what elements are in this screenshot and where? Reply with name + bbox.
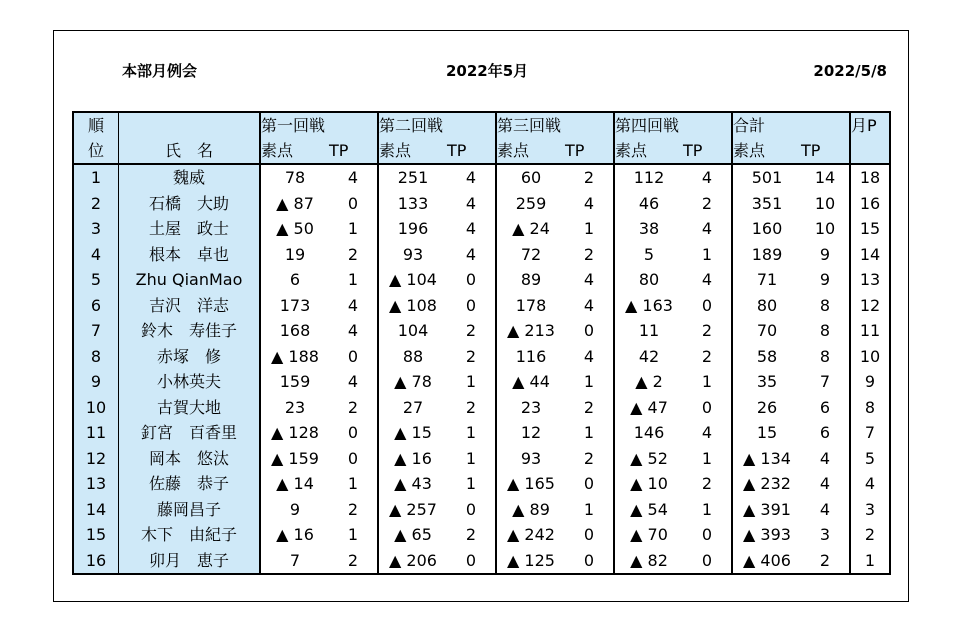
round-1-tp-cell: 1 (347, 474, 359, 493)
name-header: 氏 名 (119, 138, 261, 164)
player-name-cell: 吉沢 洋志 (119, 293, 261, 319)
round-2-tp-cell: 2 (465, 525, 477, 544)
round-4-points-cell: 46 (614, 191, 683, 217)
total-points-cell: ▲ 134 (732, 446, 801, 472)
total-points-cell: ▲ 391 (732, 497, 801, 523)
total-tp-cell: 8 (819, 295, 831, 315)
month-p-cell: 12 (850, 293, 890, 319)
round-3-tp-cell: 4 (583, 193, 595, 213)
round-2-tp-cell: 0 (465, 270, 477, 289)
points-header: 素点 (260, 138, 329, 164)
table-row (73, 548, 890, 575)
total-tp-cell: 9 (819, 244, 831, 264)
player-name-cell: 土屋 政士 (119, 216, 261, 242)
round-3-tp-cell: 0 (583, 525, 595, 544)
round-2-tp-cell: 4 (465, 219, 477, 238)
round-3-points-cell: ▲ 213 (496, 318, 565, 344)
round-2-points-cell: 104 (378, 318, 447, 344)
points-header: 素点 (378, 138, 447, 164)
round-2-points-cell: 88 (378, 344, 447, 370)
round-2-points-cell: ▲ 78 (378, 369, 447, 395)
round-1-points-cell: 9 (260, 497, 329, 523)
round-3-tp-cell: 2 (583, 397, 595, 417)
round-1-tp-cell: 2 (347, 244, 359, 264)
round-2-points-cell: 27 (378, 395, 447, 421)
rank-cell: 9 (73, 369, 119, 395)
total-tp-cell: 2 (819, 550, 831, 570)
round-4-points-cell: 80 (614, 267, 683, 293)
round-4-tp-cell: 1 (701, 448, 713, 468)
total-points-cell: 189 (732, 242, 801, 268)
player-name-cell: 小林英夫 (119, 369, 261, 395)
round-1-tp-cell: 2 (347, 397, 359, 417)
rank-header-bottom: 位 (73, 138, 119, 164)
round-4-points-cell: ▲ 10 (614, 471, 683, 497)
month-p-cell: 7 (850, 420, 890, 446)
round-2-tp-cell: 0 (465, 499, 477, 519)
rank-cell: 7 (73, 318, 119, 344)
total-tp-cell: 4 (819, 448, 831, 468)
date-label: 2022/5/8 (813, 62, 887, 80)
points-header: 素点 (732, 138, 801, 164)
round-1-points-cell: ▲ 188 (260, 344, 329, 370)
total-header: 合計 (732, 112, 850, 138)
round-4-tp-cell: 4 (701, 423, 713, 442)
player-name-cell: 藤岡昌子 (119, 497, 261, 523)
table-row (73, 216, 890, 242)
total-points-cell: 58 (732, 344, 801, 370)
round-3-tp-cell: 0 (583, 474, 595, 493)
tp-header: TP (565, 138, 614, 164)
round-2-points-cell: 133 (378, 191, 447, 217)
month-p-cell: 18 (850, 164, 890, 191)
round-4-tp-cell: 4 (701, 168, 713, 187)
round-2-tp-cell: 4 (465, 193, 477, 213)
total-points-cell: 80 (732, 293, 801, 319)
round-3-points-cell: 93 (496, 446, 565, 472)
round-4-tp-cell: 0 (701, 295, 713, 315)
rank-cell: 11 (73, 420, 119, 446)
round-1-points-cell: 168 (260, 318, 329, 344)
total-points-cell: ▲ 232 (732, 471, 801, 497)
tp-header: TP (801, 138, 850, 164)
total-tp-cell: 10 (814, 193, 836, 213)
round-2-tp-cell: 2 (465, 346, 477, 366)
round-4-points-cell: 146 (614, 420, 683, 446)
round-1-tp-cell: 4 (347, 321, 359, 340)
player-name-cell: 佐藤 恭子 (119, 471, 261, 497)
tp-header: TP (683, 138, 732, 164)
total-tp-cell: 4 (819, 499, 831, 519)
round-3-points-cell: ▲ 24 (496, 216, 565, 242)
round-2-tp-cell: 0 (465, 295, 477, 315)
round-1-tp-cell: 0 (347, 346, 359, 366)
round-3-points-cell: ▲ 165 (496, 471, 565, 497)
round-1-tp-cell: 1 (347, 219, 359, 238)
tp-header: TP (447, 138, 496, 164)
table-row (73, 344, 890, 370)
round-3-points-cell: ▲ 44 (496, 369, 565, 395)
month-p-cell: 14 (850, 242, 890, 268)
round-3-points-cell: 23 (496, 395, 565, 421)
rank-cell: 6 (73, 293, 119, 319)
round-1-points-cell: 173 (260, 293, 329, 319)
round-2-points-cell: ▲ 108 (378, 293, 447, 319)
round-3-tp-cell: 2 (583, 448, 595, 468)
round-2-points-cell: ▲ 206 (378, 548, 447, 575)
table-header (73, 112, 890, 164)
round-2-points-cell: ▲ 104 (378, 267, 447, 293)
round-2-points-cell: ▲ 43 (378, 471, 447, 497)
round-2-points-cell: ▲ 257 (378, 497, 447, 523)
rank-cell: 14 (73, 497, 119, 523)
round-4-tp-cell: 2 (701, 321, 713, 340)
table-row (73, 369, 890, 395)
rank-cell: 13 (73, 471, 119, 497)
round-1-tp-cell: 2 (347, 550, 359, 570)
month-p-cell: 16 (850, 191, 890, 217)
player-name-cell: 石橋 大助 (119, 191, 261, 217)
player-name-cell: 卯月 恵子 (119, 548, 261, 575)
rank-cell: 16 (73, 548, 119, 575)
header-row-top (73, 112, 890, 138)
round-4-points-cell: 11 (614, 318, 683, 344)
round-2-points-cell: ▲ 15 (378, 420, 447, 446)
round-2-tp-cell: 4 (465, 244, 477, 264)
total-points-cell: ▲ 393 (732, 522, 801, 548)
round-4-points-cell: 42 (614, 344, 683, 370)
rank-cell: 3 (73, 216, 119, 242)
table-row (73, 446, 890, 472)
name-header-top (119, 112, 261, 138)
total-tp-cell: 6 (819, 397, 831, 417)
round-3-points-cell: 178 (496, 293, 565, 319)
month-label: 2022年5月 (446, 62, 529, 80)
table-row (73, 471, 890, 497)
table-row (73, 420, 890, 446)
player-name-cell: 赤塚 修 (119, 344, 261, 370)
round-1-points-cell: ▲ 128 (260, 420, 329, 446)
round-1-points-cell: 7 (260, 548, 329, 575)
round-4-tp-cell: 1 (701, 499, 713, 519)
month-p-cell: 2 (850, 522, 890, 548)
total-points-cell: 26 (732, 395, 801, 421)
round-1-tp-cell: 1 (347, 525, 359, 544)
player-name-cell: Zhu QianMao (119, 267, 261, 293)
total-tp-cell: 10 (814, 219, 836, 238)
round-2-tp-cell: 2 (465, 397, 477, 417)
total-tp-cell: 8 (819, 346, 831, 366)
table-row (73, 164, 890, 191)
month-p-cell: 5 (850, 446, 890, 472)
round-2-tp-cell: 1 (465, 474, 477, 493)
total-tp-cell: 14 (814, 168, 836, 187)
month-p-cell: 9 (850, 369, 890, 395)
round-4-tp-cell: 2 (701, 346, 713, 366)
table-row (73, 497, 890, 523)
round-3-header: 第三回戦 (496, 112, 614, 138)
round-3-tp-cell: 1 (583, 499, 595, 519)
month-p-cell: 8 (850, 395, 890, 421)
round-3-tp-cell: 2 (583, 168, 595, 187)
round-2-tp-cell: 4 (465, 168, 477, 187)
month-p-cell: 3 (850, 497, 890, 523)
month-p-header: 月P (850, 112, 890, 138)
rank-cell: 4 (73, 242, 119, 268)
round-4-points-cell: ▲ 52 (614, 446, 683, 472)
round-4-points-cell: 38 (614, 216, 683, 242)
rank-cell: 8 (73, 344, 119, 370)
round-1-tp-cell: 0 (347, 193, 359, 213)
player-name-cell: 岡本 悠汰 (119, 446, 261, 472)
player-name-cell: 釘宮 百香里 (119, 420, 261, 446)
round-4-tp-cell: 0 (701, 550, 713, 570)
month-p-cell: 4 (850, 471, 890, 497)
round-1-tp-cell: 1 (347, 270, 359, 289)
round-1-points-cell: 78 (260, 164, 329, 191)
round-2-points-cell: 93 (378, 242, 447, 268)
round-3-points-cell: 116 (496, 344, 565, 370)
round-1-points-cell: ▲ 159 (260, 446, 329, 472)
round-1-tp-cell: 4 (347, 372, 359, 391)
round-1-points-cell: ▲ 87 (260, 191, 329, 217)
round-1-points-cell: 23 (260, 395, 329, 421)
round-1-points-cell: ▲ 14 (260, 471, 329, 497)
event-title: 本部月例会 (122, 62, 198, 80)
round-4-points-cell: 5 (614, 242, 683, 268)
round-4-points-cell: ▲ 54 (614, 497, 683, 523)
round-2-tp-cell: 1 (465, 448, 477, 468)
player-name-cell: 鈴木 寿佳子 (119, 318, 261, 344)
player-name-cell: 木下 由紀子 (119, 522, 261, 548)
total-tp-cell: 7 (819, 372, 831, 391)
round-1-tp-cell: 4 (347, 168, 359, 187)
round-1-points-cell: ▲ 50 (260, 216, 329, 242)
round-2-points-cell: ▲ 16 (378, 446, 447, 472)
round-4-tp-cell: 1 (701, 372, 713, 391)
total-points-cell: 351 (732, 191, 801, 217)
round-2-tp-cell: 0 (465, 550, 477, 570)
month-p-cell: 13 (850, 267, 890, 293)
round-4-tp-cell: 4 (701, 270, 713, 289)
month-p-cell: 15 (850, 216, 890, 242)
round-2-tp-cell: 1 (465, 423, 477, 442)
round-1-points-cell: 159 (260, 369, 329, 395)
round-1-points-cell: 19 (260, 242, 329, 268)
rank-cell: 2 (73, 191, 119, 217)
tp-header: TP (329, 138, 378, 164)
round-4-tp-cell: 2 (701, 193, 713, 213)
table-row (73, 318, 890, 344)
round-4-tp-cell: 0 (701, 525, 713, 544)
total-tp-cell: 6 (819, 423, 831, 442)
table-row (73, 242, 890, 268)
round-4-header: 第四回戦 (614, 112, 732, 138)
total-tp-cell: 4 (819, 474, 831, 493)
round-3-tp-cell: 0 (583, 550, 595, 570)
round-2-points-cell: 196 (378, 216, 447, 242)
rank-cell: 5 (73, 267, 119, 293)
round-3-tp-cell: 2 (583, 244, 595, 264)
round-1-tp-cell: 0 (347, 423, 359, 442)
table-row (73, 522, 890, 548)
total-points-cell: ▲ 406 (732, 548, 801, 575)
month-p-cell: 11 (850, 318, 890, 344)
round-3-points-cell: ▲ 125 (496, 548, 565, 575)
table-row (73, 395, 890, 421)
round-3-points-cell: ▲ 89 (496, 497, 565, 523)
round-3-points-cell: 72 (496, 242, 565, 268)
round-1-points-cell: 6 (260, 267, 329, 293)
results-table (72, 111, 891, 575)
total-points-cell: 70 (732, 318, 801, 344)
round-1-tp-cell: 0 (347, 448, 359, 468)
total-points-cell: 160 (732, 216, 801, 242)
points-header: 素点 (496, 138, 565, 164)
rank-cell: 10 (73, 395, 119, 421)
total-points-cell: 35 (732, 369, 801, 395)
total-points-cell: 71 (732, 267, 801, 293)
round-4-points-cell: ▲ 2 (614, 369, 683, 395)
round-3-tp-cell: 1 (583, 372, 595, 391)
round-3-points-cell: 89 (496, 267, 565, 293)
points-header: 素点 (614, 138, 683, 164)
month-p-cell: 10 (850, 344, 890, 370)
round-2-header: 第二回戦 (378, 112, 496, 138)
month-p-header-bottom (850, 138, 890, 164)
round-3-points-cell: 259 (496, 191, 565, 217)
total-points-cell: 15 (732, 420, 801, 446)
round-3-tp-cell: 4 (583, 346, 595, 366)
player-name-cell: 古賀大地 (119, 395, 261, 421)
round-3-points-cell: ▲ 242 (496, 522, 565, 548)
round-4-points-cell: 112 (614, 164, 683, 191)
round-3-tp-cell: 1 (583, 219, 595, 238)
round-1-header: 第一回戦 (260, 112, 378, 138)
rank-cell: 15 (73, 522, 119, 548)
player-name-cell: 魏威 (119, 164, 261, 191)
table-body (73, 164, 890, 574)
round-3-tp-cell: 1 (583, 423, 595, 442)
round-4-points-cell: ▲ 47 (614, 395, 683, 421)
rank-cell: 12 (73, 446, 119, 472)
round-1-points-cell: ▲ 16 (260, 522, 329, 548)
round-4-points-cell: ▲ 70 (614, 522, 683, 548)
player-name-cell: 根本 卓也 (119, 242, 261, 268)
total-tp-cell: 9 (819, 270, 831, 289)
round-4-tp-cell: 1 (701, 244, 713, 264)
round-2-tp-cell: 2 (465, 321, 477, 340)
round-1-tp-cell: 2 (347, 499, 359, 519)
total-points-cell: 501 (732, 164, 801, 191)
round-3-points-cell: 12 (496, 420, 565, 446)
round-4-points-cell: ▲ 82 (614, 548, 683, 575)
round-1-tp-cell: 4 (347, 295, 359, 315)
total-tp-cell: 3 (819, 525, 831, 544)
round-4-points-cell: ▲ 163 (614, 293, 683, 319)
round-4-tp-cell: 0 (701, 397, 713, 417)
round-3-tp-cell: 4 (583, 270, 595, 289)
round-4-tp-cell: 4 (701, 219, 713, 238)
total-tp-cell: 8 (819, 321, 831, 340)
round-2-tp-cell: 1 (465, 372, 477, 391)
round-2-points-cell: ▲ 65 (378, 522, 447, 548)
table-row (73, 191, 890, 217)
table-row (73, 267, 890, 293)
rank-cell: 1 (73, 164, 119, 191)
round-4-tp-cell: 2 (701, 474, 713, 493)
table-row (73, 293, 890, 319)
header-row-bottom (73, 138, 890, 164)
round-2-points-cell: 251 (378, 164, 447, 191)
rank-header-top: 順 (73, 112, 119, 138)
round-3-tp-cell: 0 (583, 321, 595, 340)
round-3-tp-cell: 4 (583, 295, 595, 315)
month-p-cell: 1 (850, 548, 890, 575)
round-3-points-cell: 60 (496, 164, 565, 191)
